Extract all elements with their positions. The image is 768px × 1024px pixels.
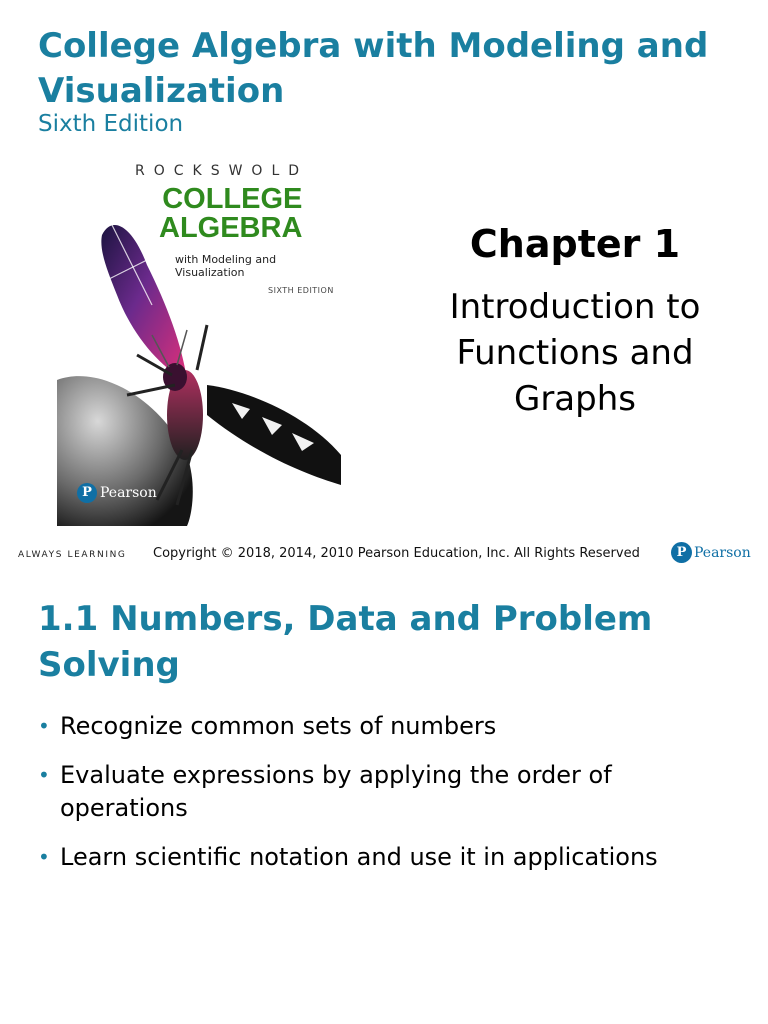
bullet-icon: • xyxy=(38,714,50,738)
chapter-subtitle-line: Functions and xyxy=(456,333,694,373)
cover-title-line2: ALGEBRA xyxy=(159,212,303,244)
cover-publisher-logo xyxy=(77,483,157,503)
footer-copyright: Copyright © 2018, 2014, 2010 Pearson Education, Inc. All Rights Reserved xyxy=(153,546,640,561)
bullet-icon: • xyxy=(38,845,50,869)
section-title: 1.1 Numbers, Data and Problem Solving xyxy=(38,599,653,685)
book-edition: Sixth Edition xyxy=(38,111,184,137)
cover-author: ROCKSWOLD xyxy=(135,163,309,179)
list-item xyxy=(38,759,738,825)
book-cover-image xyxy=(57,155,341,526)
chapter-subtitle-line: Introduction to xyxy=(449,287,701,327)
cover-publisher: Pearson xyxy=(100,485,157,501)
footer-logo-text: Pearson xyxy=(694,544,751,561)
footer-tagline: ALWAYS LEARNING xyxy=(18,550,127,560)
chapter-number: Chapter 1 xyxy=(469,222,681,266)
chapter-subtitle-line: Graphs xyxy=(513,379,636,419)
chapter-subtitle xyxy=(420,284,730,422)
bullet-icon: • xyxy=(38,763,50,787)
footer-pearson-logo xyxy=(671,542,751,563)
list-item-text: Learn scientific notation and use it in applications xyxy=(60,843,658,871)
cover-subtitle: with Modeling and Visualization xyxy=(175,253,277,279)
list-item xyxy=(38,841,738,874)
objectives-list xyxy=(38,710,738,890)
list-item xyxy=(38,710,738,743)
cover-title xyxy=(159,185,302,243)
cover-title-line1: COLLEGE xyxy=(162,183,303,215)
pearson-logo-icon: P xyxy=(77,483,97,503)
book-title: College Algebra with Modeling and Visualization xyxy=(38,26,709,111)
slide-footer xyxy=(0,538,768,572)
pearson-logo-icon: P xyxy=(671,542,692,563)
list-item-text: Evaluate expressions by applying the order of operations xyxy=(60,761,612,822)
cover-edition: SIXTH EDITION xyxy=(268,286,334,295)
list-item-text: Recognize common sets of numbers xyxy=(60,712,497,740)
